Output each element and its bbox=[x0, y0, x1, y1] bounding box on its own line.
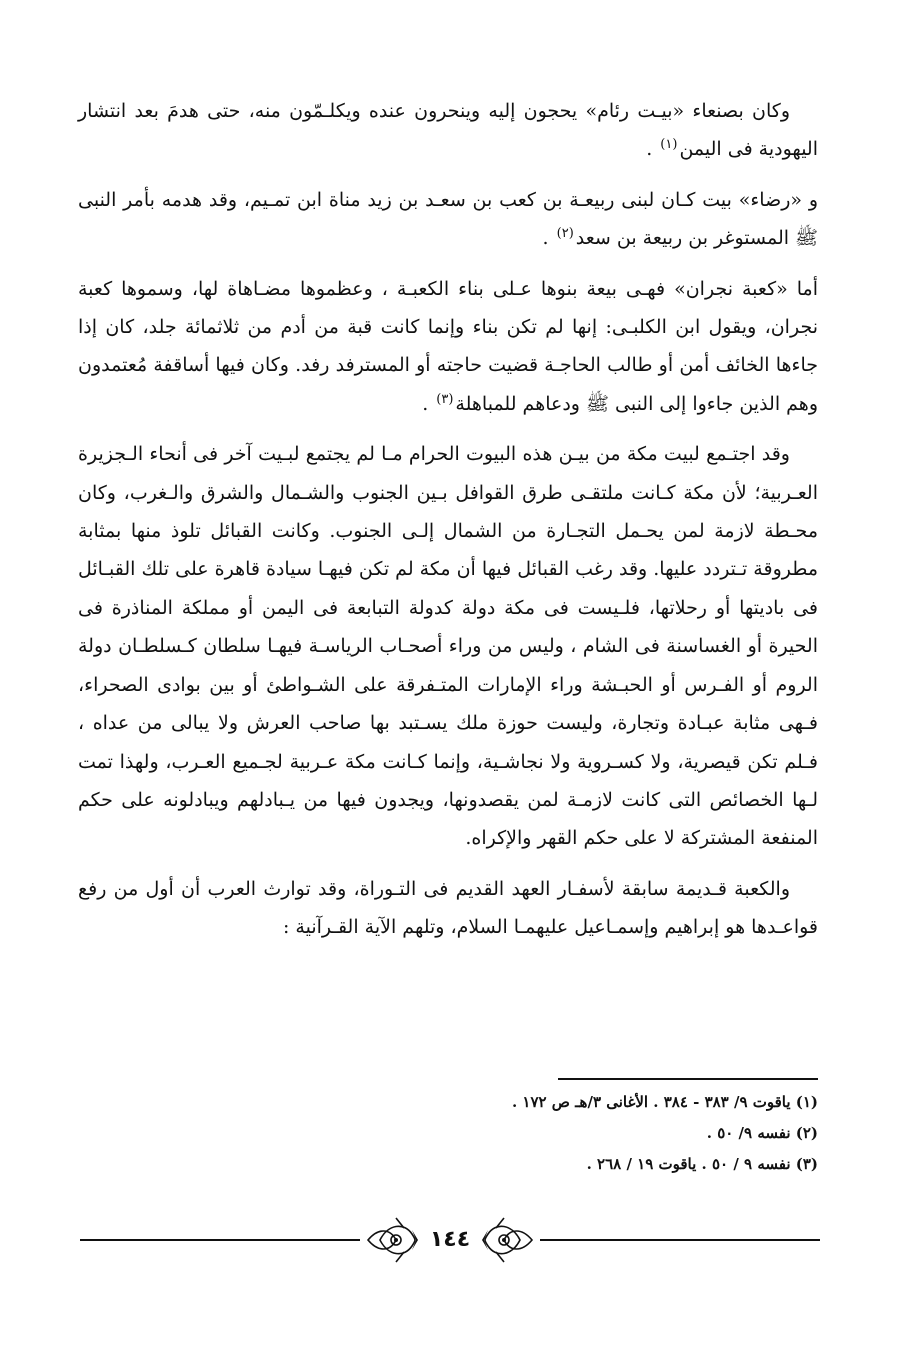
paragraph-text: وقد اجتـمع لبيت مكة من بيـن هذه البيوت الحرام مـا لم يجتمع لبـيت آخر فى أنحاء الـجزيرة العـربية؛ لأن مكة كـانت ملتقـى طرق القوافل بـين الجنوب والشـمال والشرق والـغرب، وكان محـطة لازمة لمن يحـمل التجـارة من الشمال إلـى الجنوب. وكانت القبائل تلوذ منها بمثابة مطروقة تـتردد عليها. وقد رغب القبائل فيها أن مكة لم تكن فيهـا سيادة قاهرة على تلك القبـائل فى باديتها أو رحلاتها، فلـيست فى مكة دولة كدولة التبابعة فى اليمن أو مملكة المناذرة فى الحيرة أو الغساسنة فى الشام ، وليس من وراء أصحـاب الرياسـة فيهـا سلطان كـسلطـان دولة الروم أو الفـرس أو الحبـشة وراء الإمارات المتـفرقة على الشـواطئ أو بين بوادى الصحراء، فـهى مثابة عبـادة وتجارة، وليست حوزة ملك يسـتبد بها صاحب العرش ولا يبالى من عداه ، فـلم تكن قيصرية، ولا كسـروية ولا نجاشـية، وإنما كـانت مكة عـربية لجـميع العـرب، ولهذا تمت لـها الخصائص التى كانت لازمـة لمن يقصدونها، ويجدون فيها من يـبادلهم ويبادلونه على حكم المنفعة المشتركة لا على حكم القهر والإكراه. bbox=[78, 443, 818, 850]
paragraph-end: . bbox=[542, 227, 555, 250]
page-footer bbox=[80, 1210, 820, 1270]
paragraph-text: والكعبة قـديمة سابقة لأسفـار العهد القديم فى التـوراة، وقد توارث العرب أن أول من رفع قواعـدها هو إبراهيم وإسمـاعيل عليهمـا السلام، وتلهم الآية القـرآنية : bbox=[78, 877, 818, 939]
paragraph-end: . bbox=[422, 392, 435, 415]
footnote-marker-1: (١) bbox=[660, 137, 678, 153]
paragraph-bayt-riam bbox=[78, 92, 818, 169]
paragraph-kaaba-najran bbox=[78, 270, 818, 424]
footnote-separator bbox=[558, 1078, 818, 1080]
paragraph-text: أما «كعبة نجران» فهـى بيعة بنوها عـلى بناء الكعبـة ، وعظموها مضـاهاة لها، وسموها كعبة نجران، ويقول ابن الكلبـى: إنها لم تكن بناء وإنما كانت قبة من أدم من ثلاثمائة جلد، كان إذا جاءها الخائف أمن أو طالب الحاجـة قضيت حاجته أو المسترفد رفد. وكان فيها أساقفة مُعتمدون وهم الذين جاءوا إلى النبى ﷺ ودعاهم للمباهلة bbox=[78, 277, 818, 415]
paragraph-mecca bbox=[78, 435, 818, 857]
page-number: ١٤٤ bbox=[429, 1227, 471, 1252]
footnotes bbox=[78, 1087, 818, 1180]
paragraph-text: و «رضاء» بيت كـان لبنى ربيعـة بن كعب بن سعـد بن زيد مناة ابن تمـيم، وقد هدمه بأمر النبى ﷺ المستوغر بن ربيعة بن سعد bbox=[78, 188, 818, 250]
footnote-2: (٢) نفسه ٩/ ٥٠ . bbox=[706, 1124, 818, 1142]
main-text bbox=[78, 92, 818, 959]
footnote-marker-2: (٢) bbox=[556, 225, 574, 241]
footnote-3: (٣) نفسه ٩ / ٥٠ . ياقوت ١٩ / ٢٦٨ . bbox=[586, 1155, 818, 1173]
footnote-1: (١) ياقوت ٩/ ٣٨٣ - ٣٨٤ . الأغانى ٣/هـ ص ١٧٢ . bbox=[511, 1093, 818, 1111]
paragraph-rida bbox=[78, 181, 818, 258]
footer-rule-right bbox=[540, 1239, 820, 1241]
paragraph-kaaba-ancient bbox=[78, 870, 818, 947]
footnote-marker-3: (٣) bbox=[436, 391, 454, 407]
footer-rule-left bbox=[80, 1239, 360, 1241]
paragraph-end: . bbox=[646, 138, 659, 161]
paragraph-text: وكان بصنعاء «بيـت رئام» يحجون إليه وينحرون عنده ويكلـمّون منه، حتى هدمَ بعد انتشار اليهودية فى اليمن bbox=[78, 100, 818, 161]
